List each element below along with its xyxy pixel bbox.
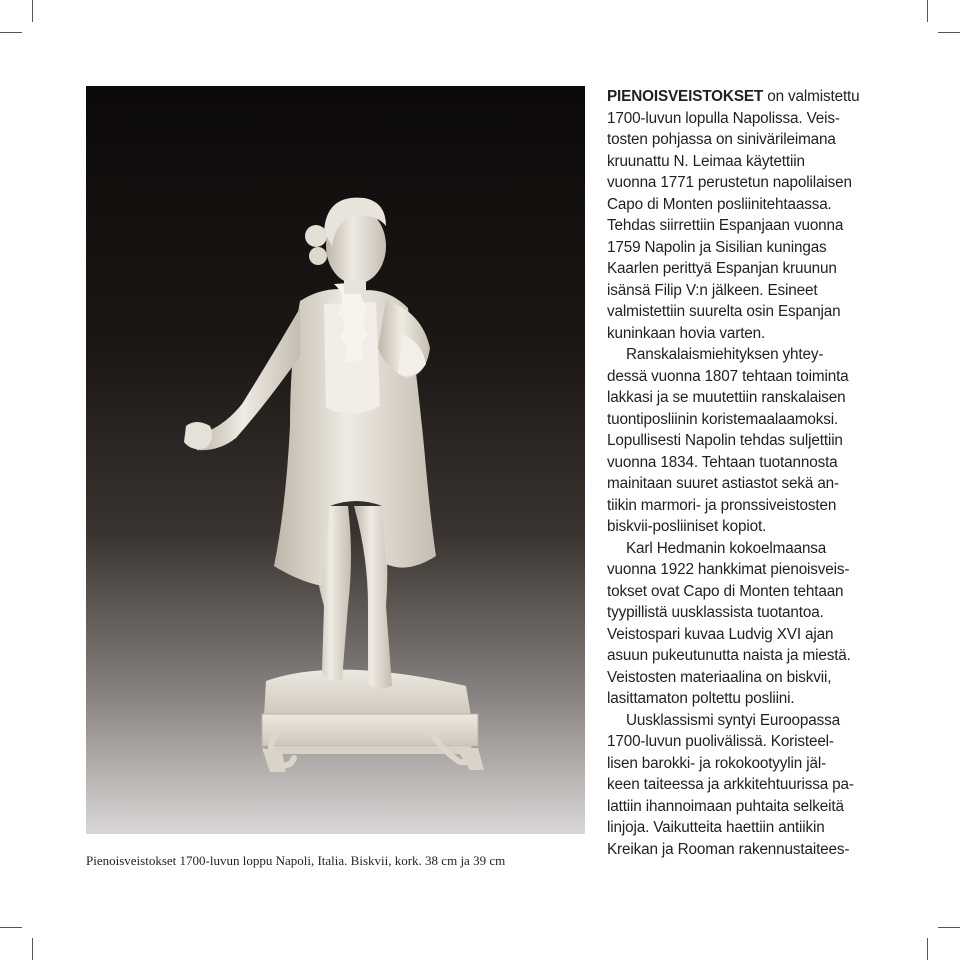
text-line: Veistosten materiaalina on biskvii, xyxy=(607,668,832,686)
text-line: kruunattu N. Leimaa käytettiin xyxy=(607,152,805,170)
text-line: vuonna 1834. Tehtaan tuotannosta xyxy=(607,453,838,471)
text-line: biskvii-posliiniset kopiot. xyxy=(607,518,767,535)
text-line: vuonna 1922 hankkimat pienoisveis- xyxy=(607,561,850,578)
text-line: Capo di Monten posliinitehtaassa. xyxy=(607,195,832,213)
crop-mark-top-left-h xyxy=(0,32,22,33)
text-line: lakkasi ja se muutettiin ranskalaisen xyxy=(607,389,846,406)
text-line: linjoja. Vaikutteita haettiin antiikin xyxy=(607,819,825,836)
text-line: vuonna 1771 perustetun napolilaisen xyxy=(607,174,852,191)
photo-caption: Pienoisveistokset 1700-luvun loppu Napoli, Italia. Biskvii, kork. 38 cm ja 39 cm xyxy=(86,853,506,868)
text-line: tyypillistä uusklassista tuotantoa. xyxy=(607,604,824,621)
text-line: tiikin marmori- ja pronssiveistosten xyxy=(607,496,837,514)
first-line xyxy=(607,86,889,108)
text-line: kuninkaan hovia varten. xyxy=(607,324,766,342)
text-line: tokset ovat Capo di Monten tehtaan xyxy=(607,582,844,600)
text-line: Kaarlen perittyä Espanjan kruunun xyxy=(607,260,837,277)
paragraph-start: Uusklassismi syntyi Euroopassa xyxy=(626,711,840,729)
text-line: 1759 Napolin ja Sisilian kuningas xyxy=(607,238,827,256)
text-line: mainitaan suuret astiastot sekä an- xyxy=(607,475,839,492)
text-line: dessä vuonna 1807 tehtaan toiminta xyxy=(607,367,849,385)
text-line: isänsä Filip V:n jälkeen. Esineet xyxy=(607,281,818,299)
crop-mark-bottom-left xyxy=(32,938,33,960)
text-line: asuun pukeutunutta naista ja miestä. xyxy=(607,647,851,664)
text-line: lisen barokki- ja rokokootyylin jäl- xyxy=(607,754,827,772)
crop-mark-top-right xyxy=(927,0,928,22)
crop-mark-top-right-h xyxy=(938,32,960,33)
text-line: 1700-luvun puolivälissä. Koristeel- xyxy=(607,733,834,750)
text-line: keen taiteessa ja arkkitehtuurissa pa- xyxy=(607,776,854,793)
text-line: lasittamaton poltettu posliini. xyxy=(607,690,795,707)
text-line: lattiin ihannoimaan puhtaita selkeitä xyxy=(607,797,844,815)
article-body xyxy=(607,86,889,860)
crop-mark-bottom-right xyxy=(927,938,928,960)
text-line: Tehdas siirrettiin Espanjaan vuonna xyxy=(607,217,844,234)
figurine-photo xyxy=(86,86,585,834)
text-line: Kreikan ja Rooman rakennustaitees- xyxy=(607,840,850,858)
crop-mark-top-left xyxy=(32,0,33,22)
text-line: Veistospari kuvaa Ludvig XVI ajan xyxy=(607,625,834,643)
text-line: tuontiposliinin koristemaalaamoksi. xyxy=(607,410,839,428)
crop-mark-bottom-left-h xyxy=(0,927,22,928)
text-line: 1700-luvun lopulla Napolissa. Veis- xyxy=(607,109,840,127)
text-line: tosten pohjassa on sinivärileimana xyxy=(607,131,836,148)
text-line: Lopullisesti Napolin tehdas suljettiin xyxy=(607,432,843,449)
first-line-rest: on valmistettu xyxy=(763,88,860,105)
porcelain-figurine-illustration xyxy=(86,86,585,834)
crop-mark-bottom-right-h xyxy=(938,927,960,928)
paragraph-start: Karl Hedmanin kokoelmaansa xyxy=(626,539,827,557)
text-line: valmistettiin suurelta osin Espanjan xyxy=(607,303,841,320)
lead-word: PIENOISVEISTOKSET xyxy=(607,88,764,105)
paragraph-start: Ranskalaismiehityksen yhtey- xyxy=(626,346,824,363)
